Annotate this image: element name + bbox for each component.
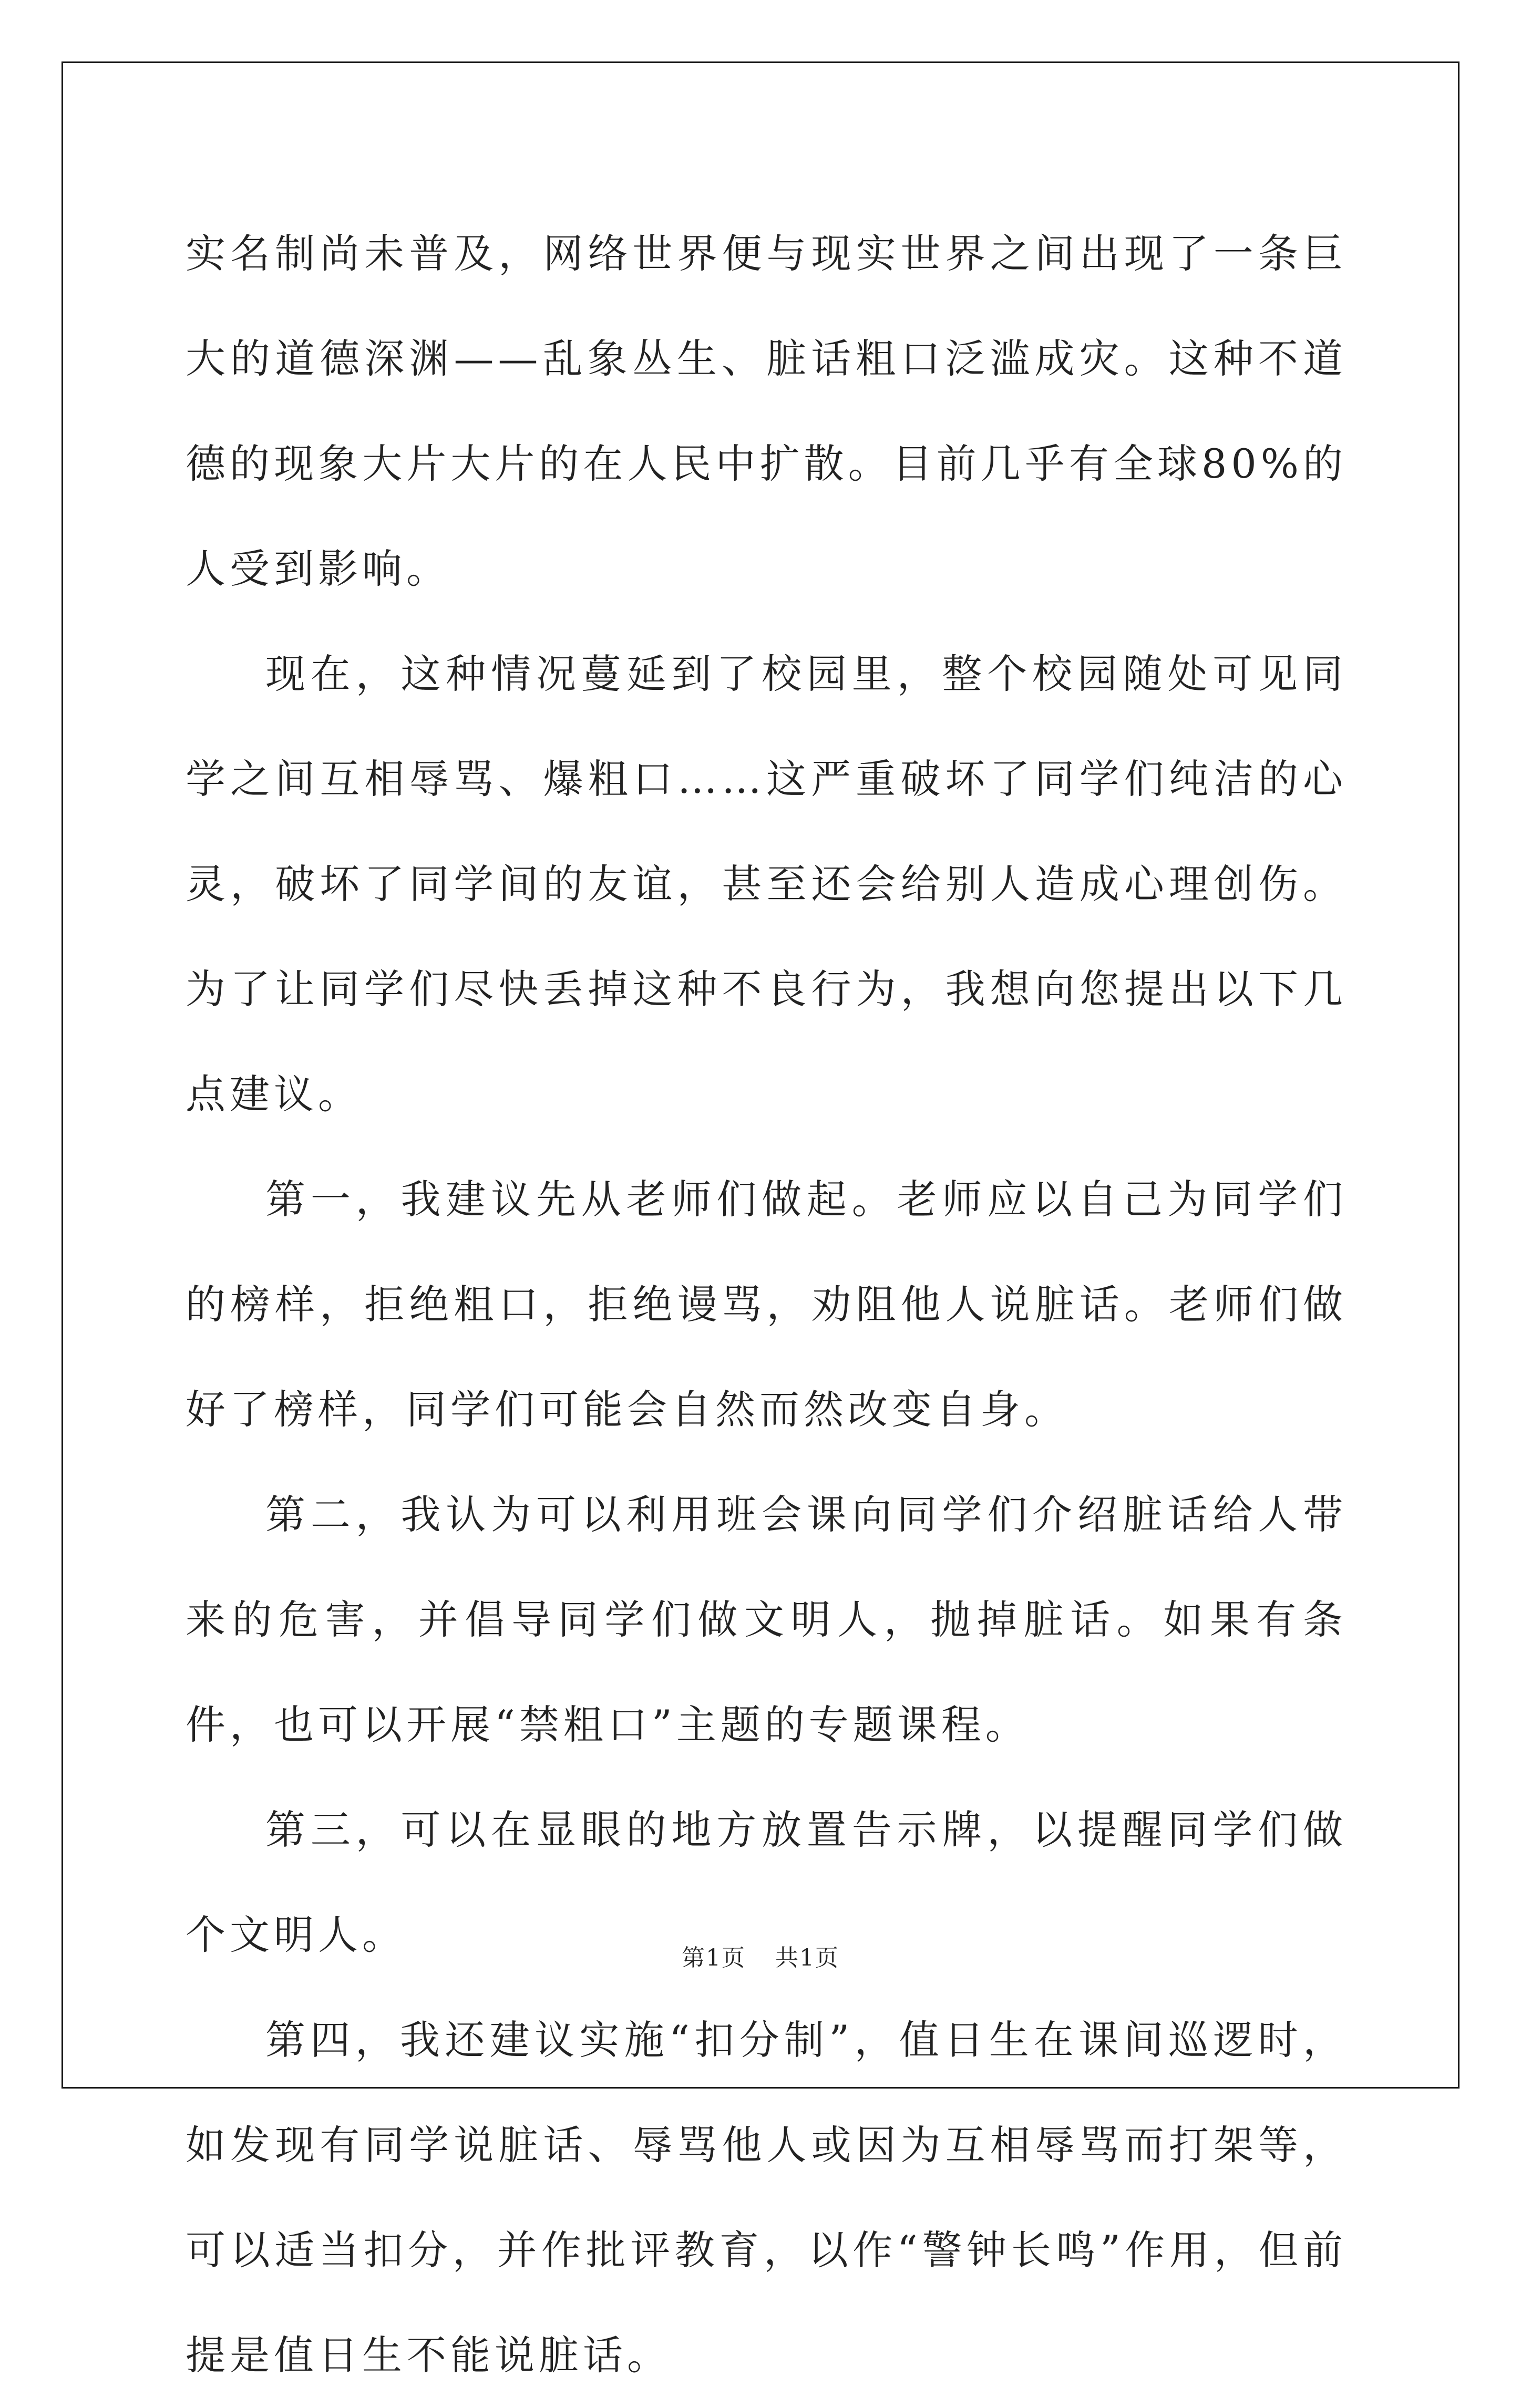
paragraph-1: 实名制尚未普及，网络世界便与现实世界之间出现了一条巨大的道德深渊——乱象丛生、脏话粗口泛滥成灾。这种不道德的现象大片大片的在人民中扩散。目前几乎有全球80%的人受到影响。 bbox=[186, 230, 1347, 592]
page-number-total: 共1页 bbox=[775, 1945, 839, 1971]
document-body bbox=[186, 201, 1347, 2408]
paragraph-5: 第三，可以在显眼的地方放置告示牌，以提醒同学们做个文明人。 bbox=[186, 1806, 1347, 1958]
page-footer bbox=[0, 1939, 1521, 1972]
paragraph-6: 第四，我还建议实施“扣分制”，值日生在课间巡逻时，如发现有同学说脏话、辱骂他人或因为互相辱骂而打架等，可以适当扣分，并作批评教育，以作“警钟长鸣”作用，但前提是值日生不能说脏话。 bbox=[186, 2017, 1347, 2379]
paragraph-2: 现在，这种情况蔓延到了校园里，整个校园随处可见同学之间互相辱骂、爆粗口……这严重破坏了同学们纯洁的心灵，破坏了同学间的友谊，甚至还会给别人造成心理创伤。为了让同学们尽快丢掉这种不良行为，我想向您提出以下几点建议。 bbox=[186, 650, 1347, 1118]
page-number-current: 第1页 bbox=[682, 1945, 746, 1971]
paragraph-4: 第二，我认为可以利用班会课向同学们介绍脏话给人带来的危害，并倡导同学们做文明人，抛掉脏话。如果有条件，也可以开展“禁粗口”主题的专题课程。 bbox=[186, 1491, 1347, 1748]
paragraph-3: 第一，我建议先从老师们做起。老师应以自己为同学们的榜样，拒绝粗口，拒绝谩骂，劝阻他人说脏话。老师们做好了榜样，同学们可能会自然而然改变自身。 bbox=[186, 1176, 1347, 1433]
